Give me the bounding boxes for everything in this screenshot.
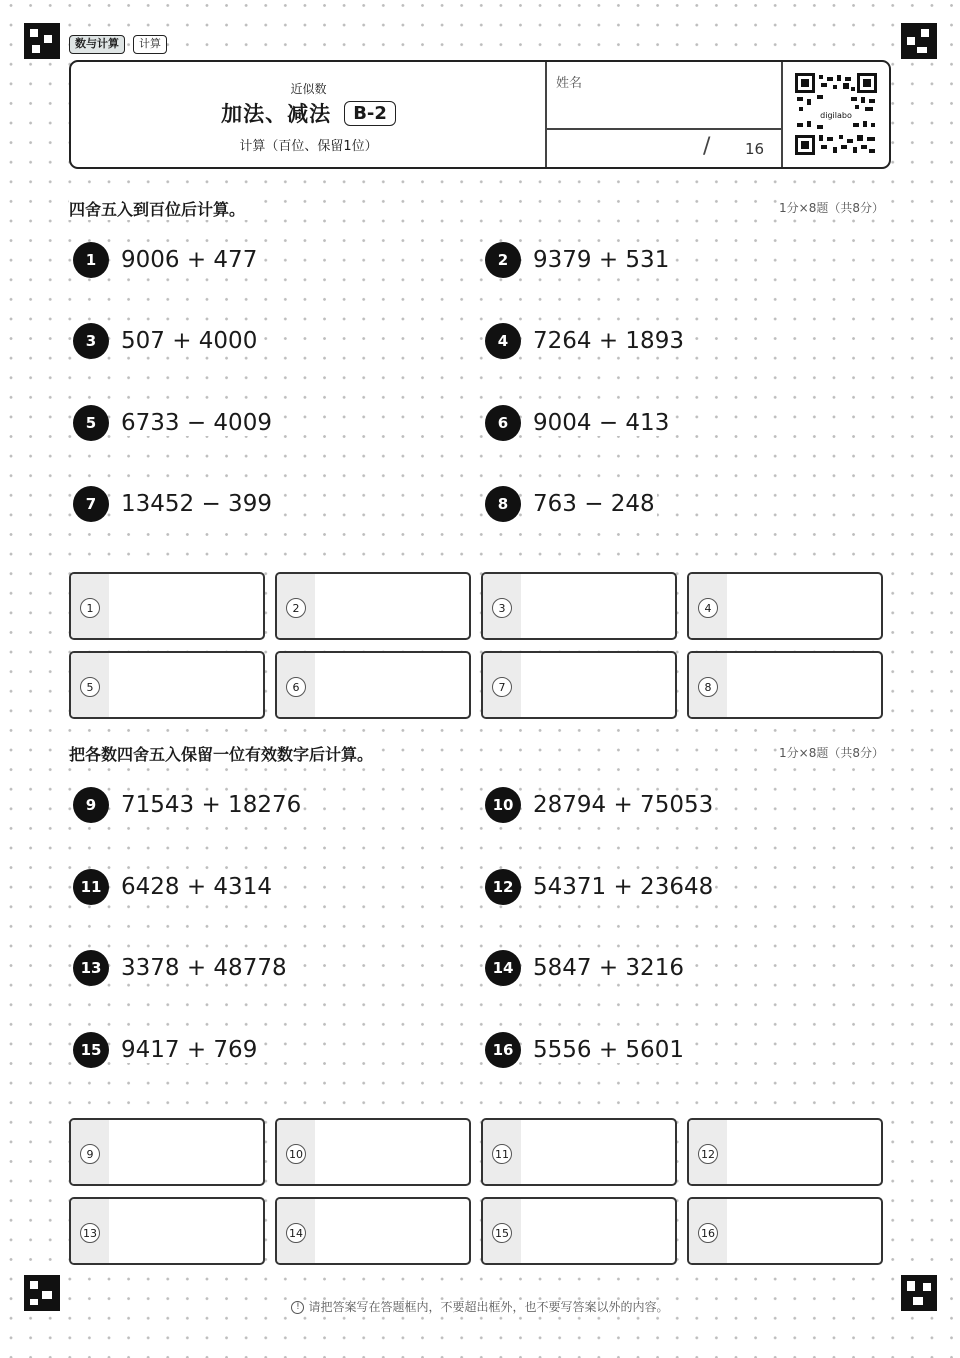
problem-number: 15	[73, 1032, 109, 1068]
problem-number: 13	[73, 950, 109, 986]
problem-item	[485, 322, 686, 360]
answer-box-label: 13	[80, 1223, 100, 1243]
answer-box[interactable]	[275, 651, 471, 719]
worksheet-subtitle: 近似数	[290, 82, 327, 96]
answer-box-label: 15	[492, 1223, 512, 1243]
answer-box[interactable]	[687, 651, 883, 719]
problem-number: 4	[485, 323, 521, 359]
answer-box[interactable]	[481, 1197, 677, 1265]
problem-expression: 7264 + 1893	[533, 328, 684, 354]
answer-box-label: 1	[80, 598, 100, 618]
corner-marker-top-left	[24, 23, 60, 59]
answer-box-label: 2	[286, 598, 306, 618]
problem-expression: 9006 + 477	[121, 247, 258, 273]
problem-item	[73, 868, 274, 906]
answer-box[interactable]	[69, 651, 265, 719]
answer-box[interactable]	[275, 1197, 471, 1265]
qr-label: digilabo	[820, 111, 852, 120]
score-slash: /	[703, 134, 711, 159]
answer-box[interactable]	[69, 572, 265, 640]
problem-expression: 5847 + 3216	[533, 955, 684, 981]
answer-box-label: 5	[80, 677, 100, 697]
problem-item	[73, 786, 303, 824]
answer-box[interactable]	[687, 1118, 883, 1186]
answer-box[interactable]	[481, 651, 677, 719]
problem-expression: 9379 + 531	[533, 247, 670, 273]
problem-item	[73, 485, 274, 523]
answer-box[interactable]	[687, 1197, 883, 1265]
problem-number: 7	[73, 486, 109, 522]
problem-expression: 6428 + 4314	[121, 874, 272, 900]
answer-box-label: 7	[492, 677, 512, 697]
section2-points: 1分×8题（共8分）	[779, 746, 884, 760]
level-badge: B-2	[344, 101, 396, 126]
divider	[545, 62, 547, 167]
problem-number: 5	[73, 405, 109, 441]
problem-expression: 9004 − 413	[533, 410, 670, 436]
problem-item	[73, 404, 274, 442]
answer-box-label: 11	[492, 1144, 512, 1164]
answer-box-label: 6	[286, 677, 306, 697]
title-row	[71, 98, 546, 128]
problem-expression: 54371 + 23648	[533, 874, 714, 900]
problem-number: 16	[485, 1032, 521, 1068]
problem-number: 3	[73, 323, 109, 359]
divider	[781, 62, 783, 167]
problem-item	[485, 241, 671, 279]
problem-expression: 763 − 248	[533, 491, 655, 517]
corner-marker-top-right	[901, 23, 937, 59]
problem-number: 12	[485, 869, 521, 905]
answer-box[interactable]	[481, 1118, 677, 1186]
answer-box-label: 10	[286, 1144, 306, 1164]
answer-box-label: 4	[698, 598, 718, 618]
answer-box-label: 12	[698, 1144, 718, 1164]
problem-item	[485, 1031, 686, 1069]
answer-box[interactable]	[275, 1118, 471, 1186]
answer-box-label: 14	[286, 1223, 306, 1243]
problem-item	[485, 786, 715, 824]
section2-instruction: 把各数四舍五入保留一位有效数字后计算。	[69, 742, 377, 765]
problem-expression: 3378 + 48778	[121, 955, 287, 981]
info-icon: !	[291, 1301, 304, 1314]
problem-item	[73, 949, 289, 987]
problem-number: 14	[485, 950, 521, 986]
problem-item	[73, 1031, 259, 1069]
problem-expression: 9417 + 769	[121, 1037, 258, 1063]
topic-tag: 计算	[133, 35, 167, 54]
footer-text: 请把答案写在答题框内，不要超出框外，也不要写答案以外的内容。	[308, 1300, 669, 1314]
subject-tag: 数与计算	[69, 35, 125, 54]
answer-box-label: 3	[492, 598, 512, 618]
problem-number: 2	[485, 242, 521, 278]
problem-number: 9	[73, 787, 109, 823]
problem-item	[485, 868, 715, 906]
answer-box[interactable]	[69, 1197, 265, 1265]
problem-number: 10	[485, 787, 521, 823]
answer-box-label: 8	[698, 677, 718, 697]
answer-box-label: 9	[80, 1144, 100, 1164]
answer-box[interactable]	[687, 572, 883, 640]
qr-code-icon	[795, 73, 877, 155]
answer-box-label: 16	[698, 1223, 718, 1243]
problem-number: 1	[73, 242, 109, 278]
problem-number: 6	[485, 405, 521, 441]
worksheet-header	[69, 60, 891, 169]
problem-item	[73, 322, 259, 360]
section1-instruction: 四舍五入到百位后计算。	[69, 197, 249, 220]
problem-number: 11	[73, 869, 109, 905]
problem-item	[73, 241, 259, 279]
worksheet-title: 加法、减法	[221, 102, 332, 126]
score-total: 16	[745, 140, 765, 158]
problem-item	[485, 485, 657, 523]
problem-item	[485, 949, 686, 987]
problem-expression: 13452 − 399	[121, 491, 272, 517]
name-field-label: 姓名	[556, 76, 583, 91]
footer-note	[0, 1298, 960, 1315]
worksheet-caption: 计算（百位、保留1位）	[239, 139, 378, 154]
answer-box[interactable]	[69, 1118, 265, 1186]
answer-box[interactable]	[481, 572, 677, 640]
score-divider	[546, 128, 782, 130]
problem-expression: 6733 − 4009	[121, 410, 272, 436]
problem-item	[485, 404, 671, 442]
problem-expression: 507 + 4000	[121, 328, 258, 354]
answer-box[interactable]	[275, 572, 471, 640]
problem-expression: 5556 + 5601	[533, 1037, 684, 1063]
problem-number: 8	[485, 486, 521, 522]
section1-points: 1分×8题（共8分）	[779, 201, 884, 215]
problem-expression: 28794 + 75053	[533, 792, 714, 818]
problem-expression: 71543 + 18276	[121, 792, 302, 818]
